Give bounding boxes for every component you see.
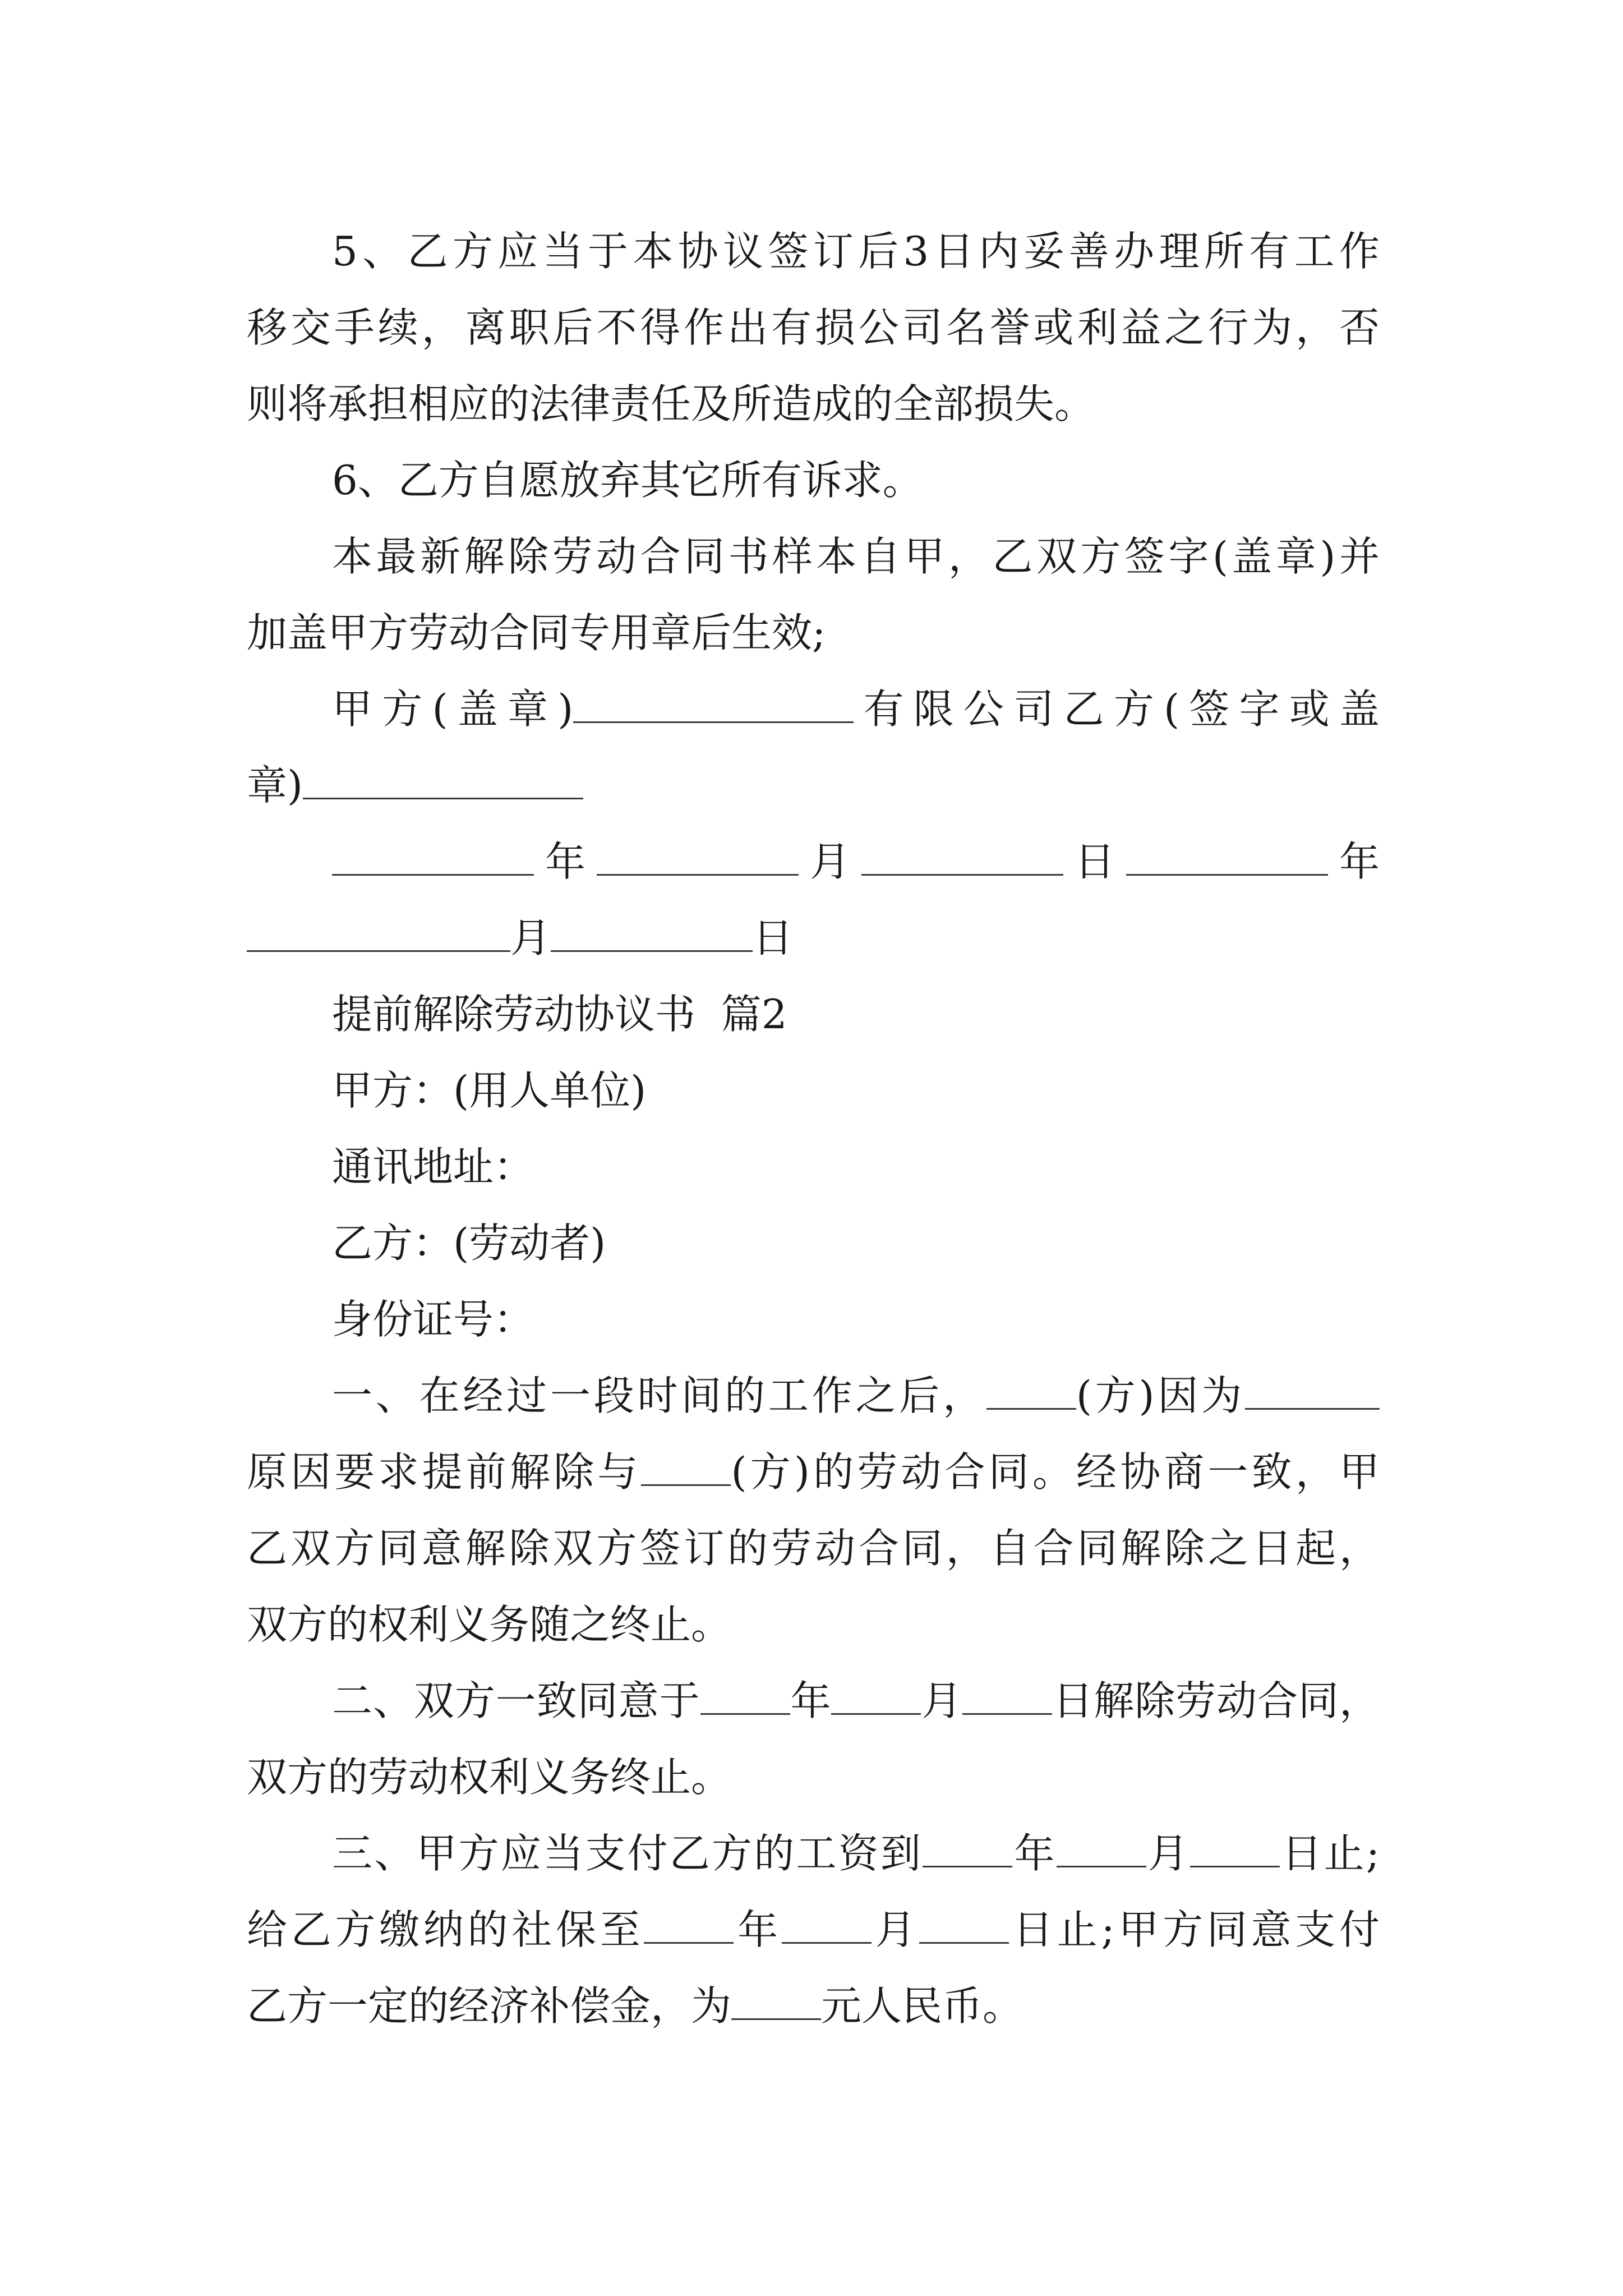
blank-line (1245, 1372, 1380, 1410)
text: 双方的权利义务随之终止。 (247, 1601, 732, 1648)
text: 甲方：(用人单位) (332, 1067, 647, 1114)
blank-line (782, 1906, 872, 1944)
text: 加盖甲方劳动合同专用章后生效; (247, 609, 826, 656)
blank-line (644, 1906, 734, 1944)
blank-line (923, 1830, 1012, 1867)
year-label: 年 (534, 838, 597, 885)
clause-6 (247, 442, 1380, 518)
blank-line (1190, 1830, 1280, 1867)
blank-line (962, 1677, 1052, 1715)
blank-line (303, 762, 583, 799)
text: 日止;甲方同意支付 (1009, 1906, 1380, 1953)
text: 有限公司乙方(签字或盖 (854, 685, 1380, 733)
party-a (247, 1052, 1380, 1129)
party-a-seal-label: 甲方(盖章) (332, 685, 574, 733)
month-label: 月 (921, 1677, 963, 1724)
text: 二、双方一致同意于 (332, 1677, 700, 1724)
blank-line (1057, 1830, 1146, 1867)
text: 双方的劳动权利义务终止。 (247, 1754, 732, 1801)
text: 日解除劳动合同， (1052, 1677, 1380, 1724)
month-label: 月 (871, 1906, 920, 1953)
id-number (247, 1281, 1380, 1358)
blank-line (986, 1372, 1076, 1410)
year-label: 年 (1327, 838, 1380, 885)
text: 乙双方同意解除双方签订的劳动合同，自合同解除之日起， (247, 1525, 1380, 1572)
text: 三、甲方应当支付乙方的工资到 (332, 1830, 923, 1877)
party-b (247, 1205, 1380, 1281)
clause-5-line-1 (247, 213, 1380, 289)
blank-line (332, 838, 534, 876)
blank-line (1126, 838, 1328, 876)
blank-line (573, 685, 854, 723)
clause-5-line-3 (247, 366, 1380, 442)
article-2-line-1 (247, 1663, 1380, 1739)
month-label: 月 (798, 838, 861, 885)
text: 6、乙方自愿放弃其它所有诉求。 (332, 457, 923, 504)
text: 移交手续，离职后不得作出有损公司名誉或利益之行为，否 (247, 304, 1380, 351)
day-label: 日 (1063, 838, 1126, 885)
article-1-line-3 (247, 1510, 1380, 1586)
clause-5-line-2 (247, 289, 1380, 366)
article-1-line-4 (247, 1586, 1380, 1663)
year-label: 年 (734, 1906, 782, 1953)
text: 乙方一定的经济补偿金，为 (247, 1982, 732, 2030)
article-2-line-2 (247, 1739, 1380, 1815)
article-3-line-1 (247, 1815, 1380, 1892)
date-line-1 (247, 823, 1380, 900)
effect-line-2 (247, 595, 1380, 671)
text: 给乙方缴纳的社保至 (247, 1906, 644, 1953)
text: 提前解除劳动协议书 篇2 (332, 991, 787, 1038)
year-label: 年 (790, 1677, 832, 1724)
blank-line (861, 838, 1063, 876)
text: (方)的劳动合同。经协商一致，甲 (731, 1448, 1380, 1496)
blank-line (731, 1982, 821, 2020)
signature-line-1 (247, 671, 1380, 747)
date-line-2 (247, 900, 1380, 976)
text: 章) (247, 762, 303, 809)
signature-line-2 (247, 747, 1380, 823)
blank-line (551, 914, 753, 952)
text: 乙方：(劳动者) (332, 1220, 606, 1267)
text: (方)因为 (1076, 1372, 1245, 1419)
blank-line (641, 1448, 731, 1486)
month-label: 月 (1146, 1830, 1191, 1877)
effect-line-1 (247, 518, 1380, 595)
text: 通讯地址： (332, 1143, 534, 1190)
article-1-line-2 (247, 1434, 1380, 1510)
text: 则将承担相应的法律责任及所造成的全部损失。 (247, 380, 1095, 427)
blank-line (700, 1677, 790, 1715)
blank-line (247, 914, 510, 952)
text: 5、乙方应当于本协议签订后3日内妥善办理所有工作 (332, 228, 1380, 275)
blank-line (831, 1677, 921, 1715)
text: 身份证号： (332, 1296, 534, 1343)
document-body (247, 213, 1380, 2044)
blank-line (597, 838, 799, 876)
text: 一、在经过一段时间的工作之后， (332, 1372, 986, 1419)
text: 原因要求提前解除与 (247, 1448, 642, 1496)
text: 本最新解除劳动合同书样本自甲，乙双方签字(盖章)并 (332, 533, 1380, 580)
article-3-line-3 (247, 1968, 1380, 2044)
day-label: 日 (753, 914, 794, 961)
section-title (247, 976, 1380, 1052)
article-3-line-2 (247, 1892, 1380, 1968)
month-label: 月 (510, 914, 551, 961)
year-label: 年 (1012, 1830, 1057, 1877)
text: 元人民币。 (821, 1982, 1023, 2030)
blank-line (919, 1906, 1009, 1944)
text: 日止; (1280, 1830, 1380, 1877)
address (247, 1129, 1380, 1205)
article-1-line-1 (247, 1358, 1380, 1434)
